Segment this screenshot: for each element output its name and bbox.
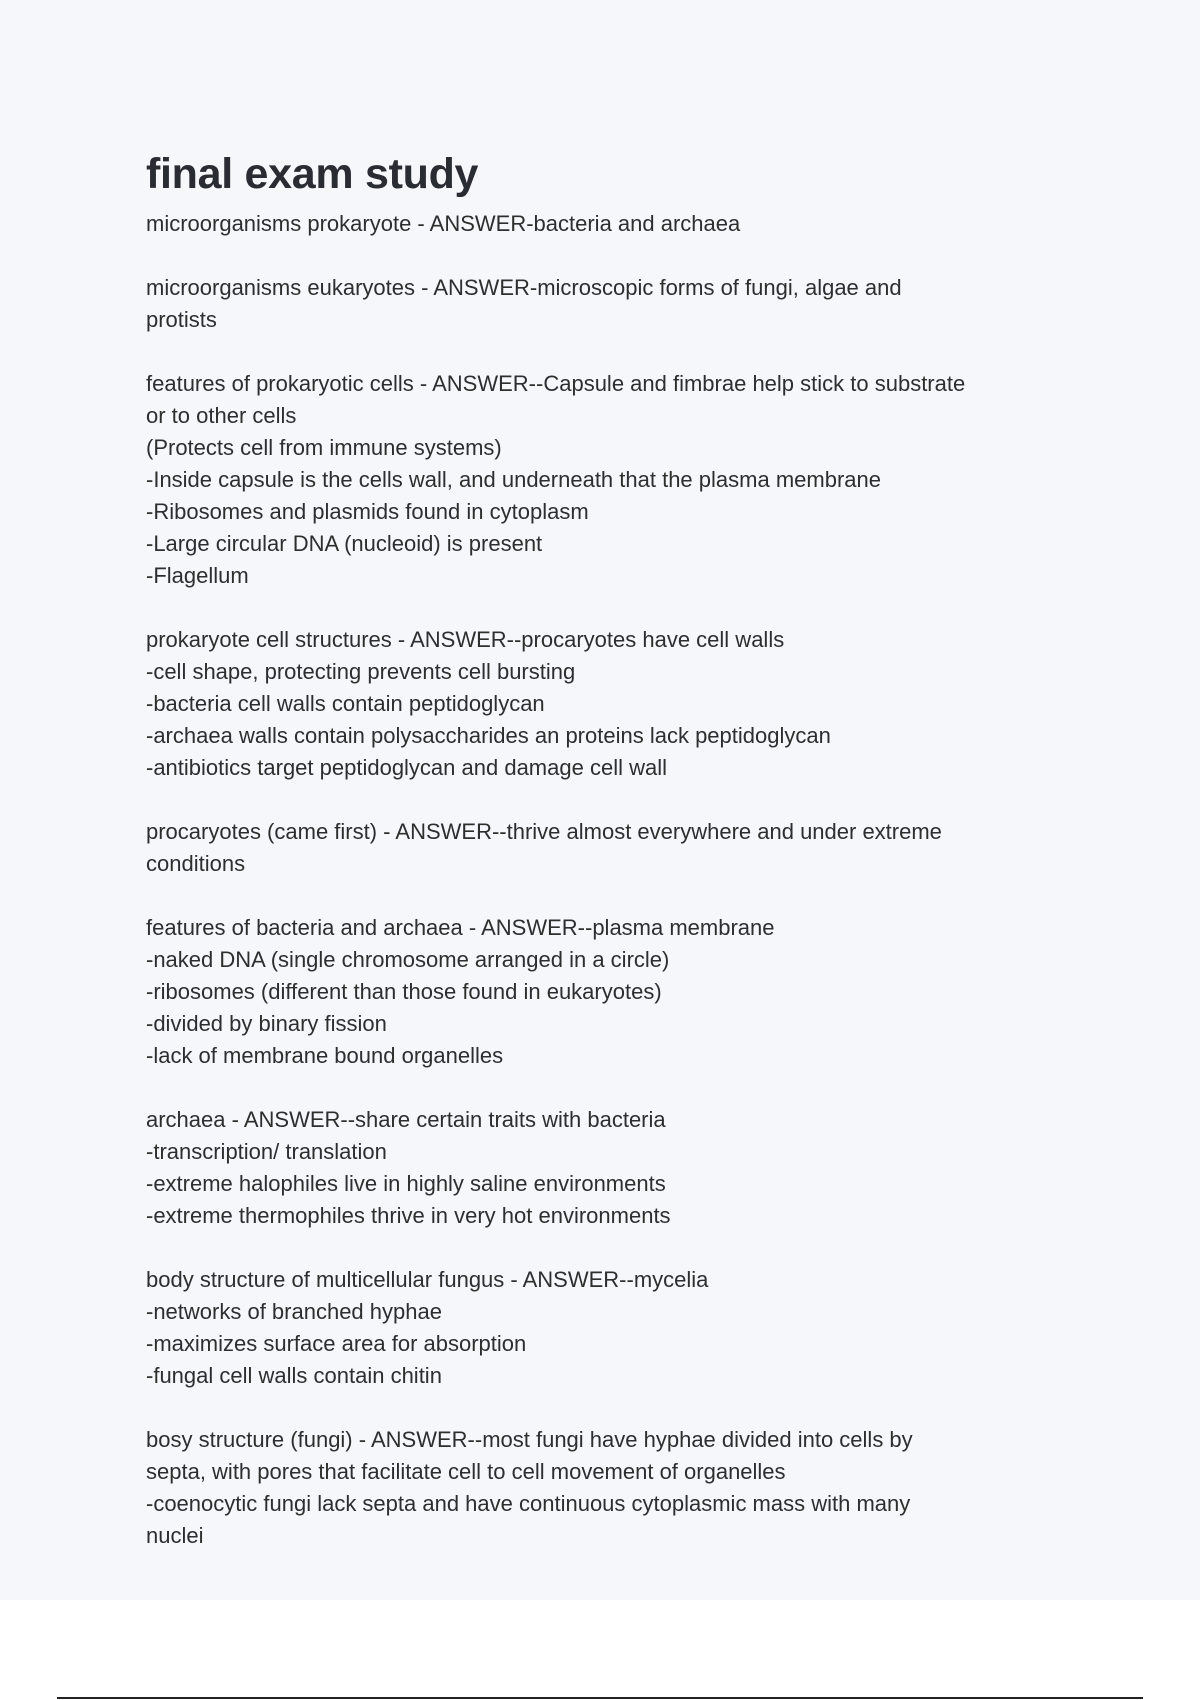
qa-entry-text-line: or to other cells	[146, 403, 297, 428]
document-content	[146, 148, 1086, 1584]
qa-entry	[146, 208, 1086, 240]
qa-entry-text-line: -ribosomes (different than those found in eukaryotes)	[146, 979, 662, 1004]
page-title: final exam study	[146, 150, 479, 198]
qa-entry-text-line: -divided by binary fission	[146, 1011, 387, 1036]
qa-entry-text-line: -bacteria cell walls contain peptidoglycan	[146, 691, 545, 716]
qa-entry-text-line: -cell shape, protecting prevents cell bursting	[146, 659, 576, 684]
qa-entry-question-line: microorganisms eukaryotes - ANSWER-microscopic forms of fungi, algae and	[146, 275, 902, 300]
qa-entry-question-line: bosy structure (fungi) - ANSWER--most fungi have hyphae divided into cells by	[146, 1427, 913, 1452]
qa-entry	[146, 1264, 1086, 1392]
qa-entry-text-line: -extreme halophiles live in highly saline environments	[146, 1171, 666, 1196]
qa-entry-question-line: microorganisms prokaryote - ANSWER-bacteria and archaea	[146, 211, 741, 236]
qa-entry-text-line: -fungal cell walls contain chitin	[146, 1363, 442, 1388]
qa-entry-question-line: body structure of multicellular fungus - ANSWER--mycelia	[146, 1267, 709, 1292]
qa-entry-text-line: -antibiotics target peptidoglycan and damage cell wall	[146, 755, 667, 780]
qa-entry-text-line: -networks of branched hyphae	[146, 1299, 442, 1324]
qa-entry-list	[146, 208, 1086, 1552]
qa-entry	[146, 816, 1086, 880]
qa-entry-question-line: features of bacteria and archaea - ANSWER--plasma membrane	[146, 915, 775, 940]
qa-entry	[146, 1104, 1086, 1232]
qa-entry-text-line: -Flagellum	[146, 563, 249, 588]
qa-entry-text-line: conditions	[146, 851, 246, 876]
qa-entry-text-line: protists	[146, 307, 217, 332]
qa-entry-text-line: -Inside capsule is the cells wall, and underneath that the plasma membrane	[146, 467, 881, 492]
qa-entry	[146, 272, 1086, 336]
qa-entry-text-line: -extreme thermophiles thrive in very hot environments	[146, 1203, 671, 1228]
qa-entry-question-line: archaea - ANSWER--share certain traits with bacteria	[146, 1107, 666, 1132]
qa-entry-text-line: -Ribosomes and plasmids found in cytoplasm	[146, 499, 589, 524]
qa-entry-text-line: -maximizes surface area for absorption	[146, 1331, 527, 1356]
qa-entry-text-line: (Protects cell from immune systems)	[146, 435, 502, 460]
qa-entry-question-line: procaryotes (came first) - ANSWER--thrive almost everywhere and under extreme	[146, 819, 942, 844]
qa-entry	[146, 624, 1086, 784]
qa-entry-question-line: features of prokaryotic cells - ANSWER--Capsule and fimbrae help stick to substrate	[146, 371, 966, 396]
qa-entry	[146, 1424, 1086, 1552]
bottom-divider	[57, 1697, 1143, 1699]
qa-entry	[146, 912, 1086, 1072]
qa-entry-text-line: nuclei	[146, 1523, 204, 1548]
qa-entry-text-line: -lack of membrane bound organelles	[146, 1043, 504, 1068]
qa-entry-text-line: septa, with pores that facilitate cell to cell movement of organelles	[146, 1459, 786, 1484]
qa-entry-text-line: -Large circular DNA (nucleoid) is present	[146, 531, 543, 556]
qa-entry-text-line: -archaea walls contain polysaccharides an proteins lack peptidoglycan	[146, 723, 831, 748]
qa-entry-text-line: -coenocytic fungi lack septa and have continuous cytoplasmic mass with many	[146, 1491, 911, 1516]
qa-entry-question-line: prokaryote cell structures - ANSWER--procaryotes have cell walls	[146, 627, 785, 652]
qa-entry-text-line: -naked DNA (single chromosome arranged in a circle)	[146, 947, 670, 972]
qa-entry	[146, 368, 1086, 592]
qa-entry-text-line: -transcription/ translation	[146, 1139, 387, 1164]
